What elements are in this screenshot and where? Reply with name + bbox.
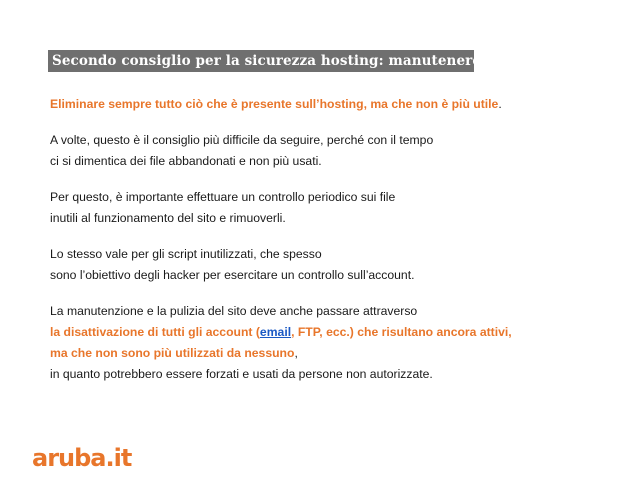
paragraph-4-line-1: Lo stesso vale per gli script inutilizzati, che spesso (50, 247, 322, 261)
paragraph-5-line-1: La manutenzione e la pulizia del sito deve anche passare attraverso (50, 304, 418, 318)
email-link[interactable]: email (259, 325, 292, 339)
paragraph-1 (50, 94, 610, 115)
highlighted-text: , FTP, ecc.) che risultano ancora attivi, (291, 325, 512, 339)
slide-body (50, 94, 610, 385)
paragraph-2-line-1: A volte, questo è il consiglio più difficile da seguire, perché con il tempo (50, 133, 434, 147)
text-punctuation: . (498, 97, 502, 111)
aruba-logo: aruba.it (32, 444, 132, 472)
title-banner (48, 50, 530, 72)
slide-title: Secondo consiglio per la sicurezza hosting: manutenere il sito (52, 53, 530, 69)
paragraph-5-line-2 (50, 322, 610, 343)
paragraph-3-line-2: inutili al funzionamento del sito e rimuoverli. (50, 211, 286, 225)
paragraph-4-line-2: sono l’obiettivo degli hacker per esercitare un controllo sull’account. (50, 268, 415, 282)
text-punctuation: , (294, 346, 298, 360)
highlighted-text: Eliminare sempre tutto ciò che è presente sull’hosting, ma che non è più utile (50, 97, 499, 111)
paragraph-3-line-1: Per questo, è importante effettuare un controllo periodico sui file (50, 190, 396, 204)
paragraph-2-line-2: ci si dimentica dei file abbandonati e non più usati. (50, 154, 322, 168)
paragraph-5-line-4: in quanto potrebbero essere forzati e usati da persone non autorizzate. (50, 367, 433, 381)
paragraph-5-line-3 (50, 343, 610, 364)
highlighted-text: ma che non sono più utilizzati da nessuno (50, 346, 295, 360)
highlighted-text: la disattivazione di tutti gli account ( (50, 325, 260, 339)
